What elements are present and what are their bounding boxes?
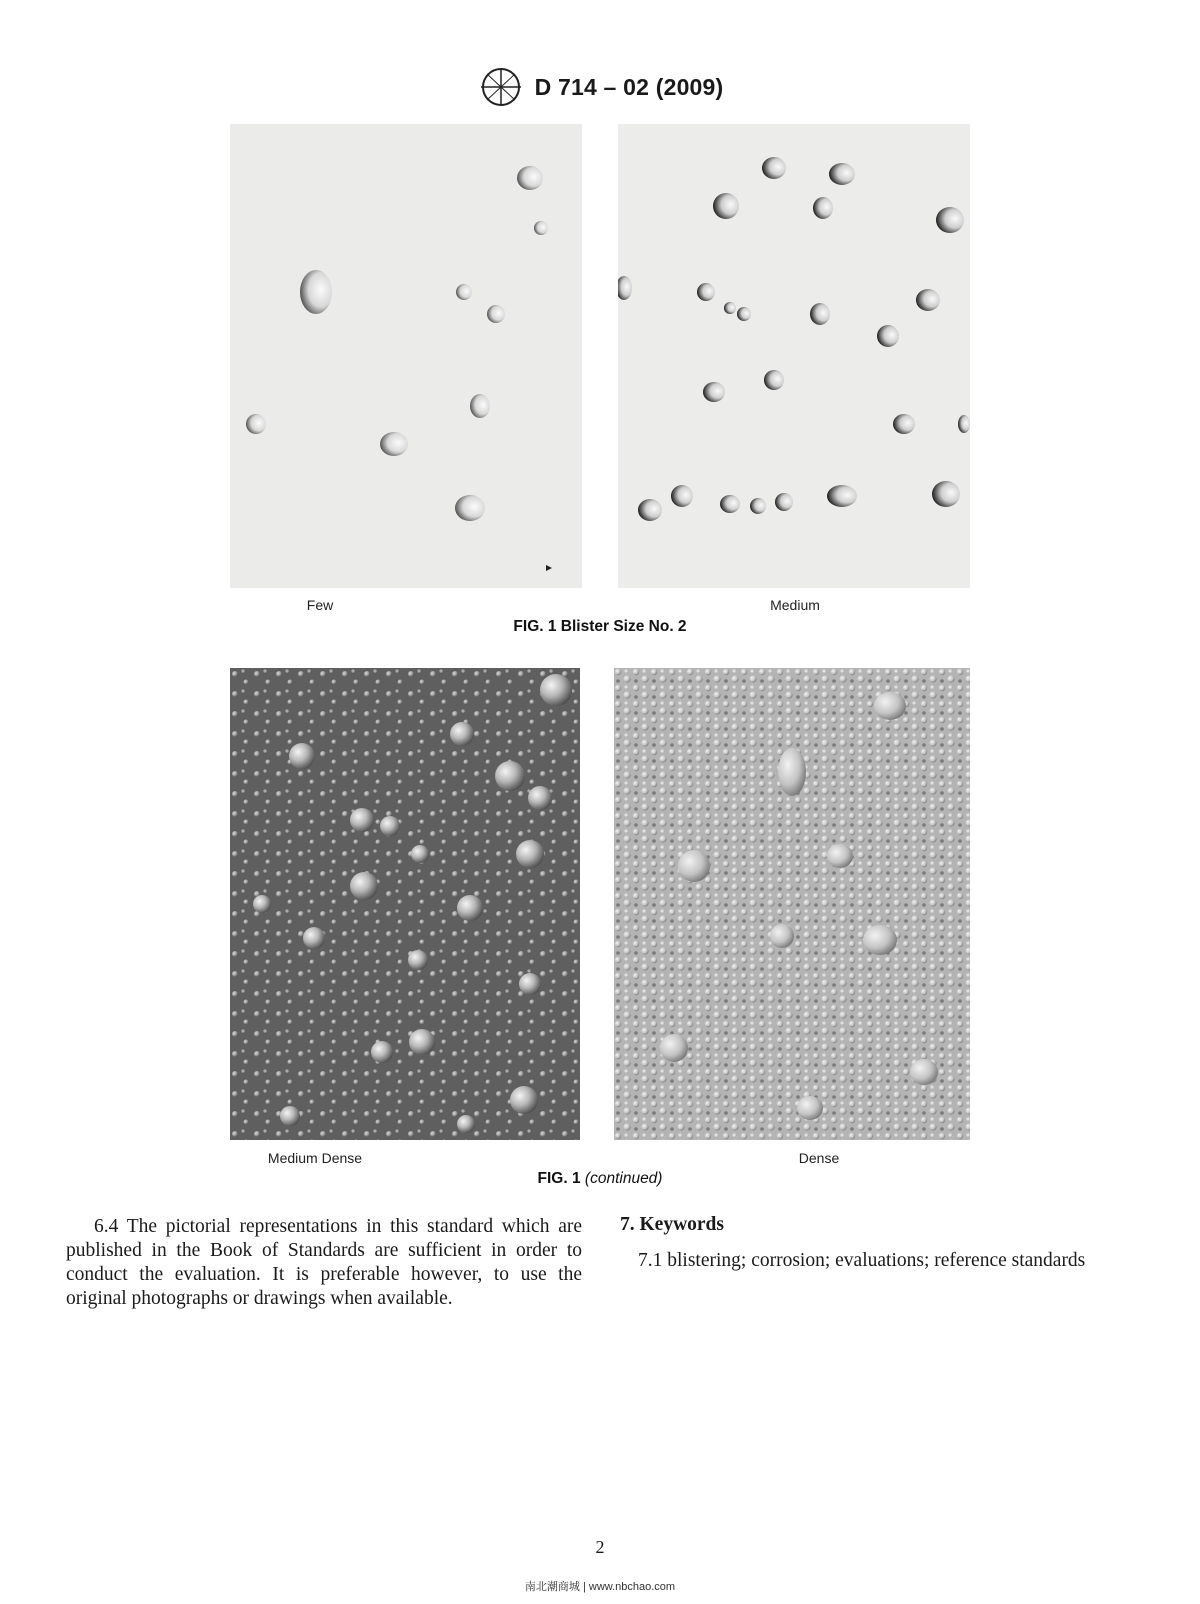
- panel-label-dense: Dense: [798, 1150, 840, 1166]
- figure-1-title: [0, 618, 1200, 636]
- panel-label-medium: Medium: [770, 597, 820, 613]
- figure-1-continued-note: (continued): [584, 1170, 663, 1187]
- page-number: 2: [595, 1537, 605, 1557]
- section-7-heading: 7. Keywords: [620, 1214, 724, 1235]
- astm-logo-icon: [477, 66, 525, 108]
- photo-medium-blisters: [618, 124, 970, 588]
- footer-watermark-link[interactable]: 南北潮商城 | www.nbchao.com: [524, 1581, 676, 1593]
- standard-designation: D 714 – 02 (2009): [534, 73, 724, 100]
- photo-few-blisters: [230, 124, 582, 588]
- figure-1-continued-label: FIG. 1: [537, 1170, 581, 1187]
- panel-label-few: Few: [306, 597, 334, 613]
- photo-dense-blisters: [614, 668, 970, 1140]
- paragraph-6-4: 6.4 The pictorial representations in this standard which are published in the Book of Standards are sufficient in order to conduct the evaluation. It is preferable however, to use the original photographs or drawings when available.: [66, 1216, 582, 1309]
- panel-label-medium-dense: Medium Dense: [267, 1150, 363, 1166]
- paragraph-7-1-keywords: 7.1 blistering; corrosion; evaluations; reference standards: [638, 1250, 1086, 1271]
- document-header: [0, 66, 1200, 108]
- figure-1-title-text: FIG. 1 Blister Size No. 2: [513, 618, 687, 635]
- photo-medium-dense-blisters: [230, 668, 580, 1140]
- figure-1-continued-title: [0, 1170, 1200, 1188]
